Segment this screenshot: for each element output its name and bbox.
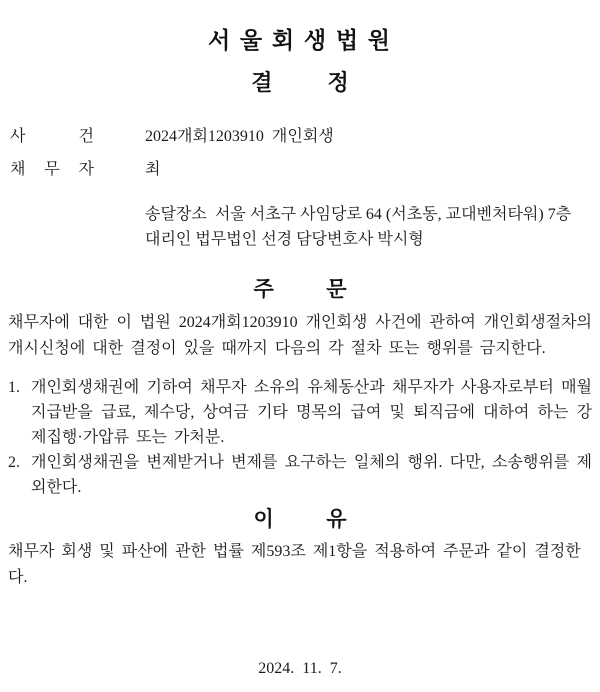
debtor-name-value: 최 (145, 160, 161, 178)
order-item-text: 개인회생채권을 변제받거나 변제를 요구하는 일체의 행위. 다만, 소송행위를 제외한다. (31, 453, 592, 496)
order-item (8, 375, 592, 450)
order-item-list (8, 375, 592, 500)
case-number-value: 2024개회1203910 개인회생 (145, 127, 334, 145)
debtor-label (10, 159, 94, 181)
attorney-line: 대리인 법무법인 선경 담당변호사 박시형 (145, 230, 424, 248)
case-row (8, 126, 592, 148)
reason-paragraph: 채무자 회생 및 파산에 관한 법률 제593조 제1항을 적용하여 주문과 같이 결정한다. (8, 543, 581, 587)
debtor-label-char: 자 (78, 160, 94, 178)
court-name-heading: 서 울 회 생 법 원 (207, 28, 393, 53)
order-item-text: 개인회생채권에 기하여 채무자 소유의 유체동산과 채무자가 사용자로부터 매월 지급받을 급료, 제수당, 상여금 기타 명목의 급여 및 퇴직금에 대하여 하는 강제집행·가압류 또는 가처분. (31, 378, 592, 446)
case-label (10, 126, 94, 148)
order-section-heading: 주 문 (253, 276, 347, 301)
order-item (8, 450, 592, 500)
debtor-row (8, 159, 592, 181)
debtor-label-char: 무 (44, 160, 60, 178)
decision-date: 2024. 11. 7. (258, 660, 342, 677)
debtor-label-char: 채 (10, 160, 26, 178)
case-label-char: 건 (78, 127, 94, 145)
reason-section-heading: 이 유 (253, 506, 347, 531)
order-intro-paragraph: 채무자에 대한 이 법원 2024개회1203910 개인회생 사건에 관하여 개인회생절차의 개시신청에 대한 결정이 있을 때까지 다음의 각 절차 또는 행위를 금지한다. (8, 313, 592, 357)
debtor-address-block (145, 202, 592, 252)
order-item-number: 2. (8, 453, 20, 471)
service-address-line: 송달장소 서울 서초구 사임당로 64 (서초동, 교대벤처타워) 7층 (145, 205, 572, 223)
order-item-number: 1. (8, 378, 20, 396)
case-label-char: 사 (10, 127, 26, 145)
document-type-heading: 결 정 (251, 70, 349, 96)
